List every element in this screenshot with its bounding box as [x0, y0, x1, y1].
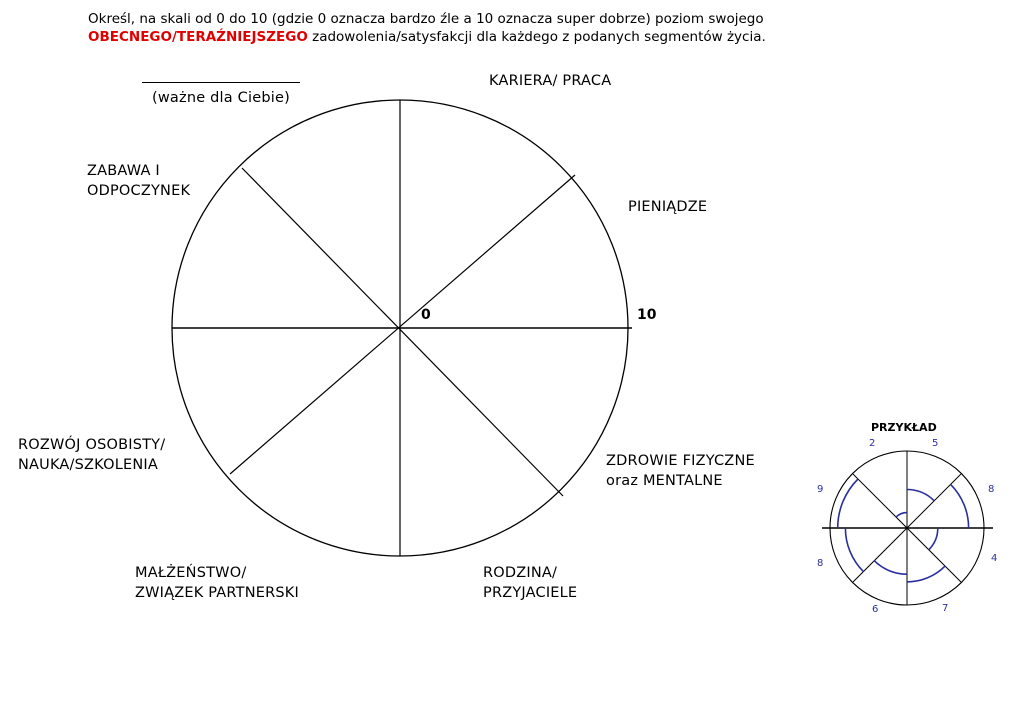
segment-label-fun	[87, 161, 190, 201]
segment-label-family-line-1: RODZINA/	[483, 565, 558, 581]
segment-label-growth-line-1: ROZWÓJ OSOBISTY/	[18, 437, 166, 453]
instruction-line-2-rest: zadowolenia/satysfakcji dla każdego z podanych segmentów życia.	[307, 29, 766, 45]
example-value-family: 7	[942, 603, 949, 614]
example-score-arcs	[838, 479, 969, 582]
segment-label-fun-line-2: ODPOCZYNEK	[87, 183, 191, 199]
wheel-axis-diagonal-1	[230, 175, 575, 474]
example-title: PRZYKŁAD	[871, 421, 937, 434]
example-value-health: 4	[991, 553, 998, 564]
segment-label-career: KARIERA/ PRACA	[489, 73, 612, 89]
segment-label-growth	[18, 435, 165, 475]
segment-label-family	[483, 563, 577, 603]
example-value-money: 8	[988, 484, 995, 495]
scale-max-label: 10	[637, 307, 657, 323]
segment-label-family-line-2: PRZYJACIELE	[483, 585, 578, 601]
scale-min-label: 0	[421, 307, 431, 323]
custom-segment-note: (ważne dla Ciebie)	[152, 90, 290, 106]
wheel-axis-diagonal-2	[242, 168, 563, 496]
segment-label-partner-line-1: MAŁŻEŃSTWO/	[135, 565, 247, 581]
example-wheel	[822, 451, 993, 605]
example-value-partner: 6	[872, 604, 879, 615]
example-value-custom: 2	[869, 438, 876, 449]
segment-label-partner-line-2: ZWIĄZEK PARTNERSKI	[135, 585, 299, 601]
instruction-line-1: Określ, na skali od 0 do 10 (gdzie 0 oznacza bardzo źle a 10 oznacza super dobrze) poziom swojego	[88, 11, 764, 27]
segment-label-health	[606, 451, 755, 491]
instruction-highlight: OBECNEGO/TERAŹNIEJSZEGO	[88, 29, 308, 45]
segment-label-fun-line-1: ZABAWA I	[87, 163, 160, 179]
example-value-fun: 9	[817, 484, 824, 495]
segment-label-growth-line-2: NAUKA/SZKOLENIA	[18, 457, 158, 473]
segment-label-health-line-2: oraz MENTALNE	[606, 473, 723, 489]
segment-label-health-line-1: ZDROWIE FIZYCZNE	[606, 453, 755, 469]
segment-label-partner	[135, 563, 299, 603]
segment-label-money: PIENIĄDZE	[628, 199, 708, 215]
example-value-growth: 8	[817, 558, 824, 569]
example-value-career: 5	[932, 438, 939, 449]
